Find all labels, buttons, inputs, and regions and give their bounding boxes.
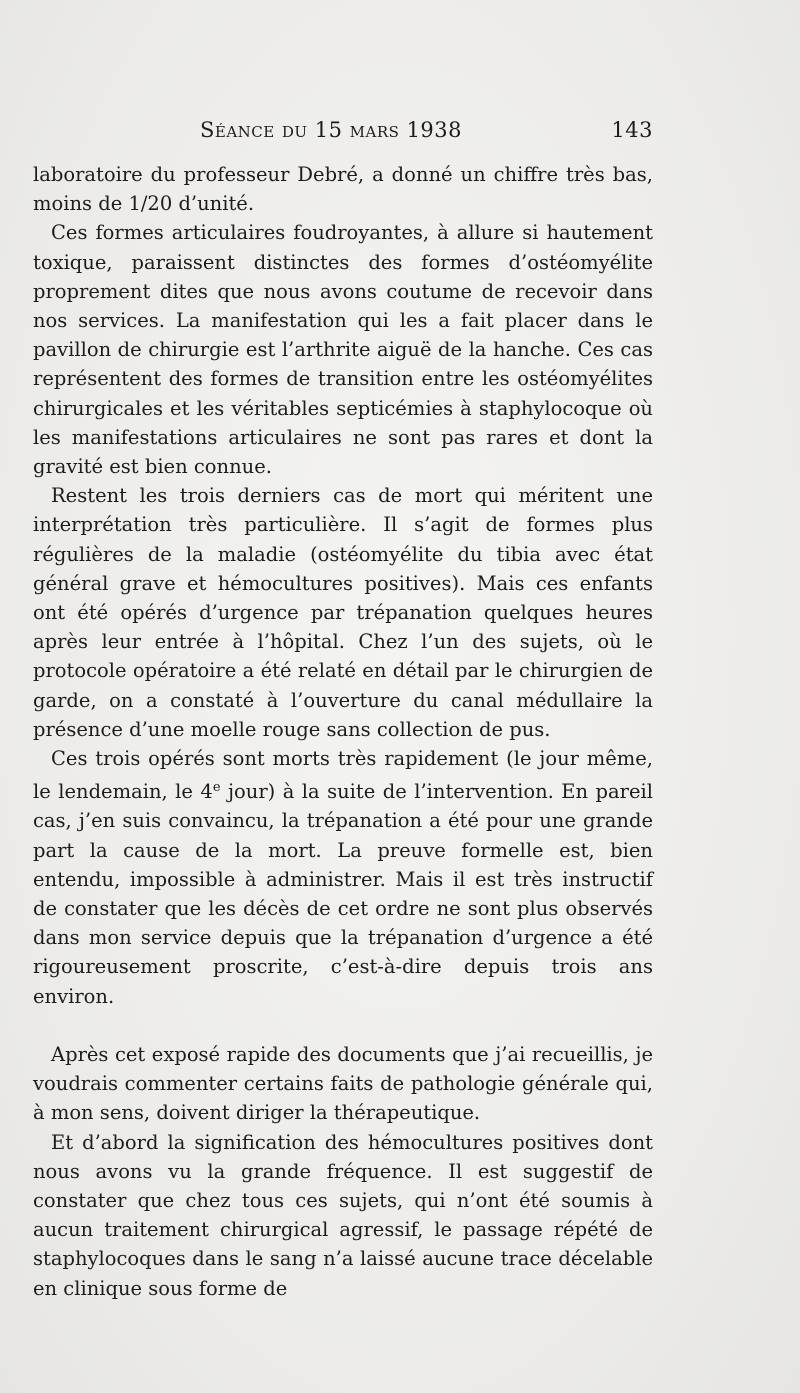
paragraph: Et d’abord la signification des hémocultures positives dont nous avons vu la grande fréquence. Il est suggestif de constater que chez tous ces sujets, qui n’ont été soumis à aucun traitement chirurgical agressif, le passage répété de staphylocoques dans le sang n’a laissé aucune trace décelable en clinique sous forme de (33, 1130, 653, 1300)
running-head (0, 118, 653, 152)
paragraph: Après cet exposé rapide des documents que j’ai recueillis, je voudrais commenter certains faits de pathologie générale qui, à mon sens, doivent diriger la thérapeutique. (33, 1042, 653, 1125)
superscript-ordinal: e (212, 780, 221, 796)
paragraph: Restent les trois derniers cas de mort qui méritent une interprétation très particulière. Il s’agit de formes plus régulières de la maladie (ostéomyélite du tibia avec état général grave et hémocultures positives). Mais ces enfants ont été opérés d’urgence par trépanation quelques heures après leur entrée à l’hôpital. Chez l’un des sujets, où le protocole opératoire a été relaté en détail par le chirurgien de garde, on a constaté à l’ouverture du canal médullaire la présence d’une moelle rouge sans collection de pus. (33, 484, 653, 741)
body-text (33, 160, 653, 1303)
running-title: Séance du 15 mars 1938 (200, 118, 463, 142)
paragraph-text: jour) à la suite de l’intervention. En pareil cas, j’en suis convaincu, la trépanation a été pour une grande part la cause de la mort. La preuve formelle est, bien entendu, impossible à administrer. Mais il est très instructif de constater que les décès de cet ordre ne sont plus observés dans mon service depuis que la trépanation d’urgence a été rigoureusement proscrite, c’est-à-dire depuis trois ans environ. (33, 780, 653, 1008)
paragraph-text: Ces trois opérés sont morts très rapidement (le jour même, le lendemain, le 4 (33, 747, 653, 804)
paragraph: Ces formes articulaires foudroyantes, à allure si hautement toxique, paraissent distinctes des formes d’ostéomyélite proprement dites que nous avons coutume de recevoir dans nos services. La manifestation qui les a fait placer dans le pavillon de chirurgie est l’arthrite aiguë de la hanche. Ces cas représentent des formes de transition entre les ostéomyélites chirurgicales et les véritables septicémies à staphylocoque où les manifestations articulaires ne sont pas rares et dont la gravité est bien connue. (33, 221, 653, 479)
page-number: 143 (611, 118, 653, 142)
paragraph-continuation: laboratoire du professeur Debré, a donné un chiffre très bas, moins de 1/20 d’unité. (33, 163, 653, 216)
paragraph-with-superscript (33, 744, 653, 1011)
